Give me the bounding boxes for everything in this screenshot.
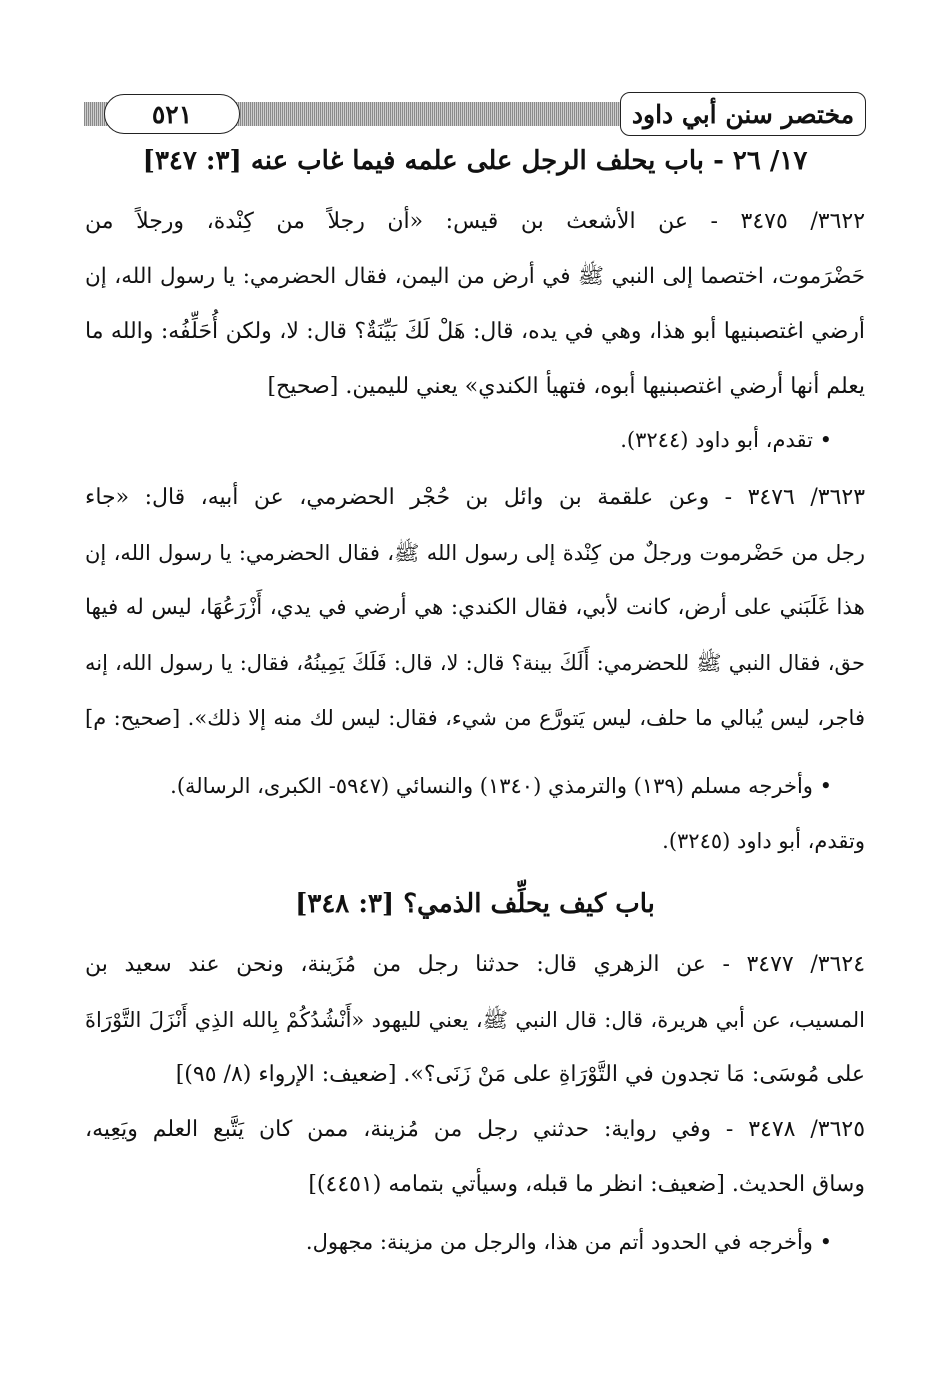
hadith-line: هذا غَلَبَني على أرض، كانت لأبي، فقال الكندي: هي أرضي في يدي، أَزْرَعُهَا، ليس له فيها bbox=[85, 595, 865, 620]
chapter-heading: باب كيف يحلِّف الذمي؟ [٣: ٣٤٨] bbox=[295, 889, 655, 919]
hadith-line: أرضي اغتصبنيها أبو هذا، وهي في يده، قال: هَلْ لَكَ بَيِّنَةٌ؟ قال: لا، ولكن أُحَلِّفُه: والله ما bbox=[85, 319, 865, 344]
chapter-heading: ١٧/ ٢٦ - باب يحلف الرجل على علمه فيما غاب عنه [٣: ٣٤٧] bbox=[142, 146, 808, 176]
hadith-line: فاجر، ليس يُبالي ما حلف، ليس يَتورَّع من شيء، فقال: ليس لك منه إلا ذلك». [صحيح: م] bbox=[85, 706, 865, 730]
book-title: مختصر سنن أبي داود bbox=[620, 92, 866, 136]
hadith-line: ٣٦٢٤/ ٣٤٧٧ - عن الزهري قال: حدثنا رجل من مُزَينة، ونحن عند سعيد بن bbox=[85, 952, 866, 977]
takhrij-note: • وأخرجه مسلم (١٣٩) والترمذي (١٣٤٠) والنسائي (٥٩٤٧- الكبرى، الرسالة). bbox=[170, 774, 832, 798]
running-header bbox=[84, 92, 866, 138]
takhrij-note: • تقدم، أبو داود (٣٢٤٤). bbox=[620, 428, 832, 452]
hadith-line: ٣٦٢٣/ ٣٤٧٦ - وعن علقمة بن وائل بن حُجْر الحضرمي، عن أبيه، قال: «جاء bbox=[85, 485, 866, 510]
hadith-line: ٣٦٢٢/ ٣٤٧٥ - عن الأشعث بن قيس: «أن رجلاً من كِنْدة، ورجلاً من bbox=[85, 209, 866, 234]
page-number: ٥٢١ bbox=[104, 94, 240, 134]
hadith-line: على مُوسَى: مَا تجدون في التَّوْرَاةِ على مَنْ زَنَى؟». [ضعيف: الإرواء (٨/ ٩٥)] bbox=[175, 1062, 865, 1087]
hadith-line: حق، فقال النبي ﷺ للحضرمي: أَلَكَ بينة؟ قال: لا، قال: فَلَكَ يَمِينُهُ، فقال: يا رسول الله، إنه bbox=[85, 651, 865, 675]
hadith-line: وساق الحديث. [ضعيف: انظر ما قبله، وسيأتي بتمامه (٤٤٥١)] bbox=[308, 1172, 865, 1197]
hadith-line: رجل من حَضْرموت ورجلٌ من كِنْدة إلى رسول الله ﷺ، فقال الحضرمي: يا رسول الله، إن bbox=[85, 541, 865, 565]
hadith-line: يعلم أنها أرضي اغتصبنيها أبوه، فتهيأ الكندي» يعني لليمين. [صحيح] bbox=[267, 374, 865, 399]
takhrij-note: • وأخرجه في الحدود أتم من هذا، والرجل من مزينة: مجهول. bbox=[305, 1230, 832, 1254]
hadith-line: المسيب، عن أبي هريرة، قال: قال النبي ﷺ، يعني لليهود «أَنْشُدُكُمْ بِالله الذِي أَنْزَلَ التَّوْرَاةَ bbox=[85, 1008, 865, 1032]
takhrij-note: وتقدم، أبو داود (٣٢٤٥). bbox=[662, 829, 865, 853]
hadith-line: حَضْرَموت، اختصما إلى النبي ﷺ في أرض من اليمن، فقال الحضرمي: يا رسول الله، إن bbox=[85, 264, 865, 289]
hadith-line: ٣٦٢٥/ ٣٤٧٨ - وفي رواية: حدثني رجل من مُزينة، ممن كان يَتَّبع العلم ويَعِيه، bbox=[85, 1117, 866, 1142]
